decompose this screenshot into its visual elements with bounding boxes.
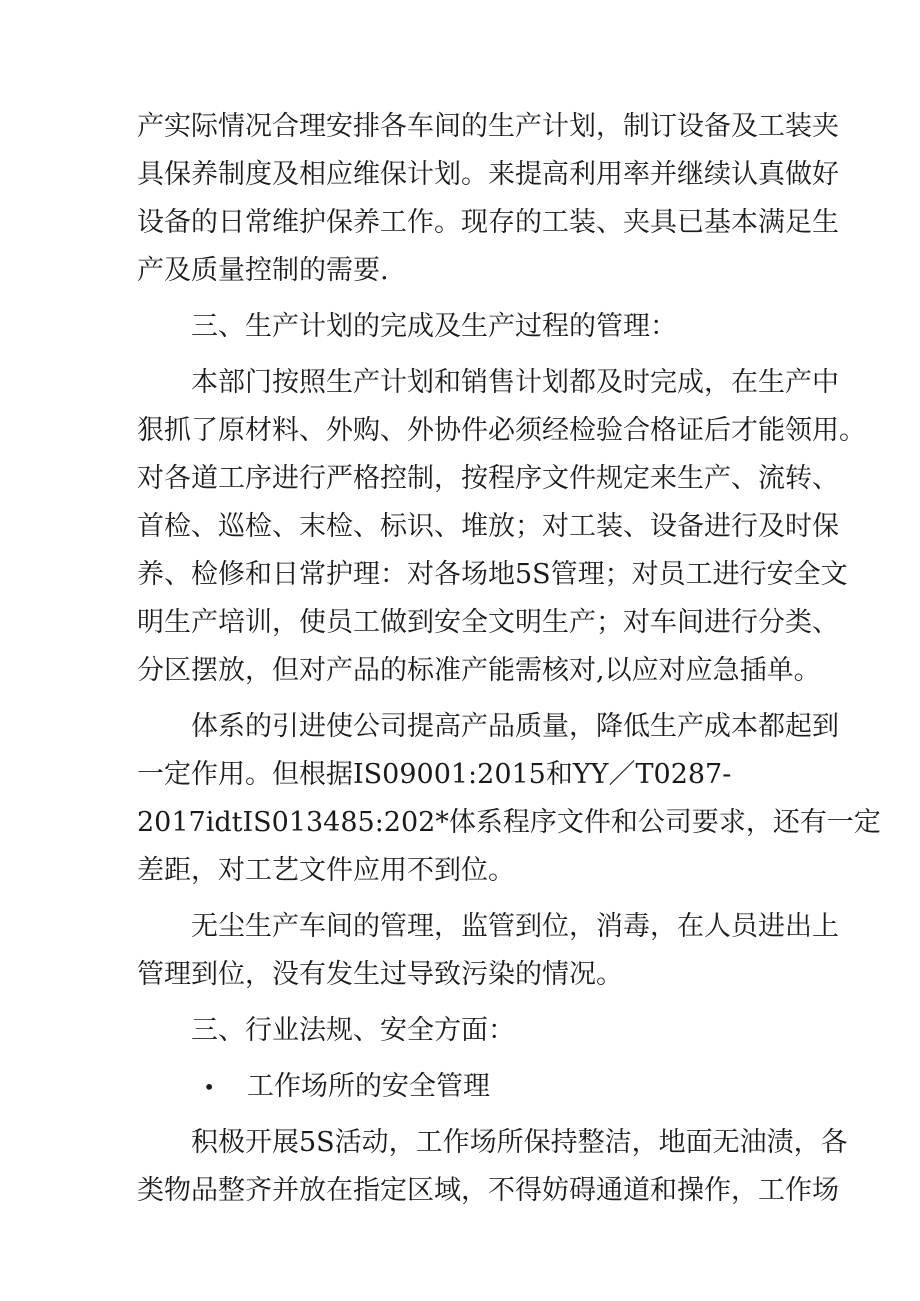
paragraph-equipment bbox=[137, 103, 839, 295]
text-line: 产及质量控制的需要. bbox=[137, 255, 389, 286]
text-line: 具保养制度及相应维保计划。来提高利用率并继续认真做好 bbox=[137, 159, 839, 190]
text-line: 差距，对工艺文件应用不到位。 bbox=[137, 855, 515, 886]
bullet-item-workplace-safety bbox=[137, 1063, 797, 1111]
text-line: 对各道工序进行严格控制，按程序文件规定来生产、流转、 bbox=[137, 463, 839, 494]
text-line: 2017idtIS013485:202*体系程序文件和公司要求，还有一定 bbox=[137, 807, 881, 838]
text-line: 管理到位，没有发生过导致污染的情况。 bbox=[137, 959, 623, 990]
paragraph-cleanroom bbox=[137, 903, 839, 999]
bullet-label: 工作场所的安全管理 bbox=[247, 1071, 490, 1102]
text-line: 分区摆放，但对产品的标准产能需核对,以应对应急插单。 bbox=[137, 655, 821, 686]
paragraph-5s-activity bbox=[137, 1119, 848, 1215]
text-line: 养、检修和日常护理：对各场地5S管理；对员工进行安全文 bbox=[137, 559, 848, 590]
paragraph-quality-system bbox=[137, 703, 881, 895]
text-line: 首检、巡检、末检、标识、堆放；对工装、设备进行及时保 bbox=[137, 511, 839, 542]
paragraph-production-process bbox=[137, 359, 866, 695]
text-line: 本部门按照生产计划和销售计划都及时完成，在生产中 bbox=[191, 367, 839, 398]
text-line: 积极开展5S活动，工作场所保持整洁，地面无油渍，各 bbox=[191, 1127, 848, 1158]
section-heading: 三、生产计划的完成及生产过程的管理： bbox=[191, 311, 677, 342]
text-line: 狠抓了原材料、外购、外协件必须经检验合格证后才能领用。 bbox=[137, 415, 866, 446]
section-heading: 三、行业法规、安全方面： bbox=[191, 1015, 515, 1046]
text-line: 设备的日常维护保养工作。现存的工装、夹具已基本满足生 bbox=[137, 207, 839, 238]
text-line: 体系的引进使公司提高产品质量，降低生产成本都起到 bbox=[191, 711, 839, 742]
bullet-icon: • bbox=[203, 1075, 215, 1099]
text-line: 产实际情况合理安排各车间的生产计划，制订设备及工装夹 bbox=[137, 111, 839, 142]
text-line: 类物品整齐并放在指定区域，不得妨碍通道和操作，工作场 bbox=[137, 1175, 839, 1206]
heading-regulations-safety bbox=[137, 1007, 797, 1055]
text-line: 一定作用。但根据IS09001:2015和YY／T0287- bbox=[137, 759, 732, 790]
text-line: 无尘生产车间的管理，监管到位，消毒，在人员进出上 bbox=[191, 911, 839, 942]
document-body bbox=[137, 103, 881, 1215]
text-line: 明生产培训，使员工做到安全文明生产；对车间进行分类、 bbox=[137, 607, 839, 638]
heading-production-plan bbox=[137, 303, 797, 351]
